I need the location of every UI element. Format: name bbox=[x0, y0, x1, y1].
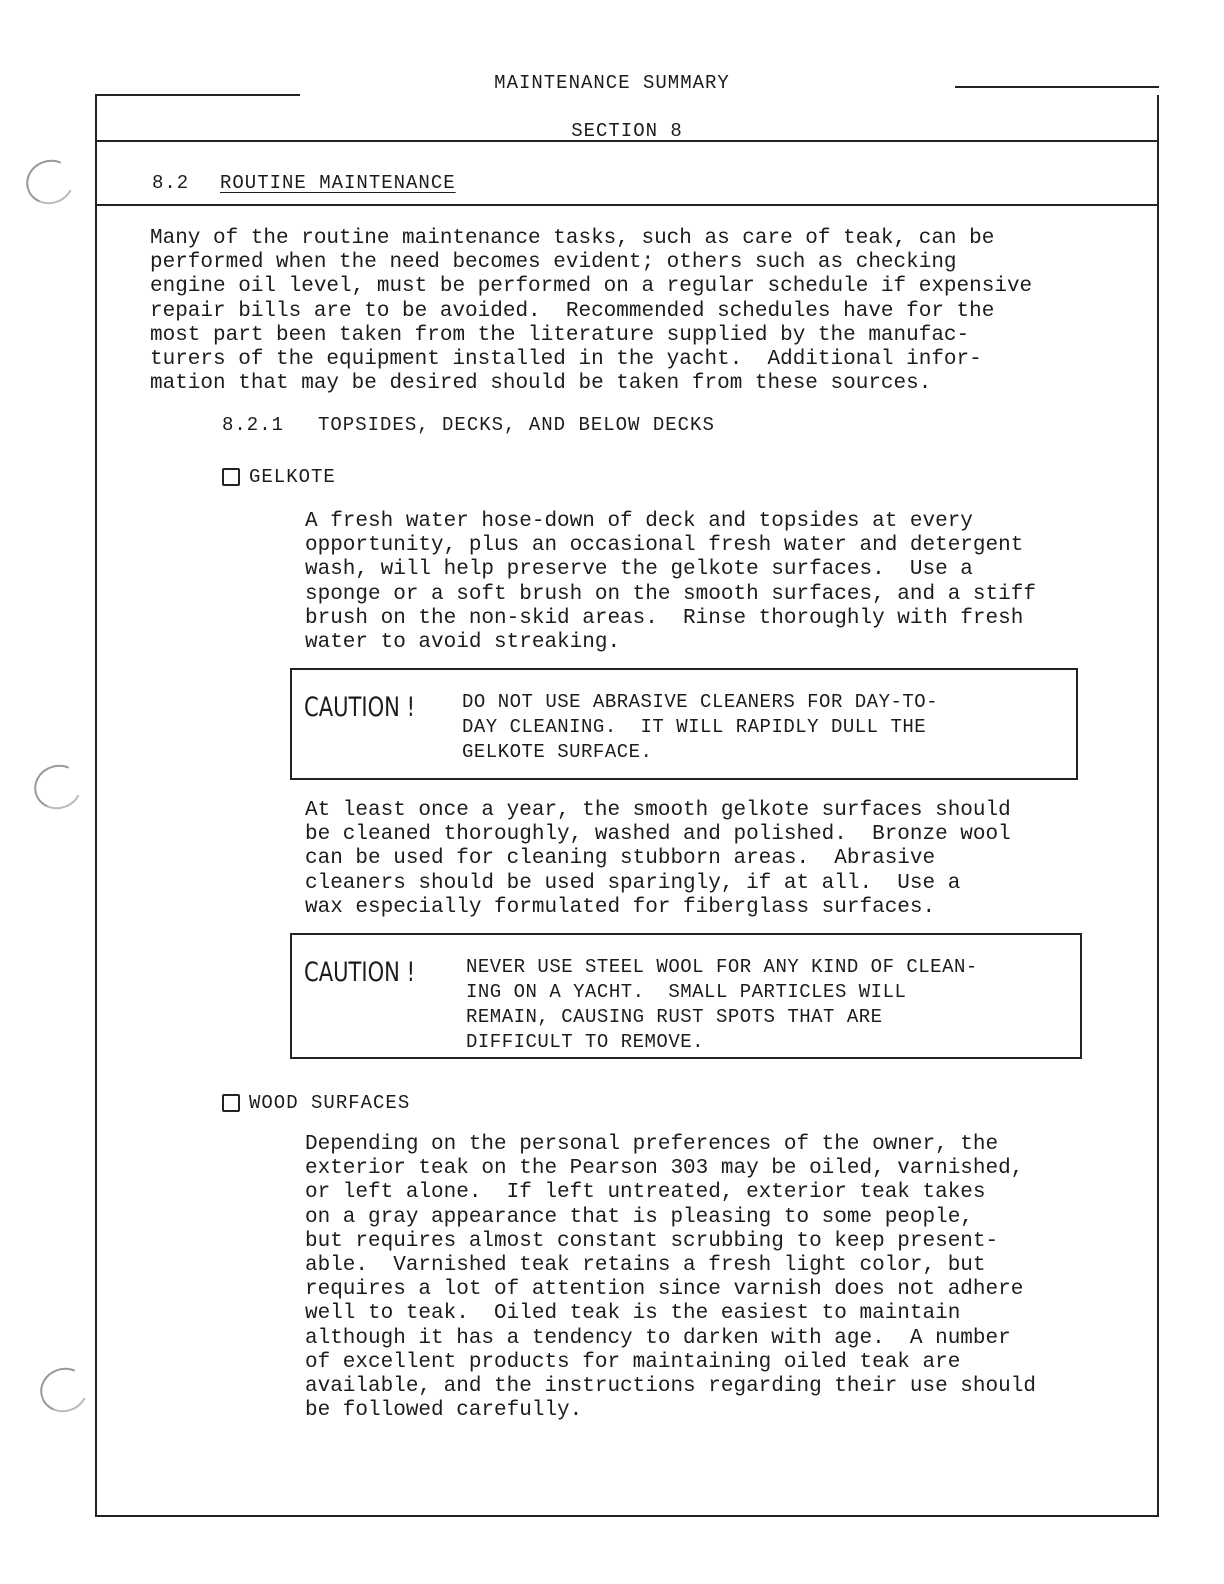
intro-line: engine oil level, must be performed on a regular schedule if expensive bbox=[150, 275, 1033, 299]
running-title: MAINTENANCE SUMMARY bbox=[494, 72, 730, 94]
gelkote-line: brush on the non-skid areas. Rinse thoroughly with fresh bbox=[305, 606, 1024, 630]
gelkote-line: wax especially formulated for fiberglass surfaces. bbox=[305, 895, 936, 919]
gelkote-line: be cleaned thoroughly, washed and polished. Bronze wool bbox=[305, 823, 1011, 847]
caution-line: DAY CLEANING. IT WILL RAPIDLY DULL THE bbox=[462, 716, 927, 738]
caution-label: CAUTION ! bbox=[304, 692, 416, 723]
punch-hole-bottom bbox=[34, 1361, 94, 1419]
intro-line: turers of the equipment installed in the yacht. Additional infor- bbox=[150, 348, 982, 372]
gelkote-line: A fresh water hose-down of deck and topsides at every bbox=[305, 510, 973, 533]
caution-line: NEVER USE STEEL WOOL FOR ANY KIND OF CLEAN- bbox=[466, 956, 978, 978]
caution-line: ING ON A YACHT. SMALL PARTICLES WILL bbox=[466, 981, 907, 1003]
punch-hole-middle bbox=[28, 758, 88, 816]
gelkote-line: opportunity, plus an occasional fresh water and detergent bbox=[305, 534, 1024, 558]
wood-line: requires a lot of attention since varnish does not adhere bbox=[305, 1278, 1024, 1302]
caution-line: DIFFICULT TO REMOVE. bbox=[466, 1031, 705, 1053]
wood-heading-label: WOOD SURFACES bbox=[249, 1092, 411, 1114]
caution-text bbox=[462, 690, 938, 765]
wood-line: of excellent products for maintaining oiled teak are bbox=[305, 1350, 961, 1374]
wood-paragraph bbox=[305, 1133, 1036, 1423]
section-title: ROUTINE MAINTENANCE bbox=[220, 172, 456, 194]
wood-checkbox[interactable] bbox=[222, 1094, 240, 1112]
gelkote-paragraph-2 bbox=[305, 799, 1011, 920]
wood-line: although it has a tendency to darken with age. A number bbox=[305, 1326, 1011, 1350]
wood-line: able. Varnished teak retains a fresh light color, but bbox=[305, 1254, 986, 1278]
gelkote-line: wash, will help preserve the gelkote surfaces. Use a bbox=[305, 558, 973, 582]
gelkote-line: cleaners should be used sparingly, if at all. Use a bbox=[305, 871, 961, 895]
section-label: SECTION 8 bbox=[571, 120, 683, 142]
wood-line: exterior teak on the Pearson 303 may be oiled, varnished, bbox=[305, 1157, 1024, 1181]
section-rule-2 bbox=[95, 204, 1159, 206]
wood-line: available, and the instructions regarding their use should bbox=[305, 1375, 1036, 1399]
caution-box-steel-wool bbox=[290, 933, 1082, 1059]
wood-line: but requires almost constant scrubbing to keep present- bbox=[305, 1229, 999, 1253]
caution-line: DO NOT USE ABRASIVE CLEANERS FOR DAY-TO- bbox=[462, 691, 939, 713]
gelkote-paragraph-1 bbox=[305, 510, 1036, 655]
caution-text bbox=[466, 955, 978, 1055]
section-number: 8.2 bbox=[152, 172, 190, 194]
wood-heading bbox=[222, 1092, 410, 1114]
wood-line: or left alone. If left untreated, exterior teak takes bbox=[305, 1181, 986, 1205]
intro-line: Many of the routine maintenance tasks, such as care of teak, can be bbox=[150, 227, 995, 250]
intro-paragraph bbox=[150, 227, 1032, 396]
wood-line: well to teak. Oiled teak is the easiest to maintain bbox=[305, 1302, 961, 1326]
wood-line: on a gray appearance that is pleasing to some people, bbox=[305, 1205, 973, 1229]
wood-line: be followed carefully. bbox=[305, 1399, 583, 1423]
caution-line: GELKOTE SURFACE. bbox=[462, 741, 653, 763]
wood-line: Depending on the personal preferences of the owner, the bbox=[305, 1133, 999, 1156]
intro-line: performed when the need becomes evident; others such as checking bbox=[150, 251, 957, 275]
gelkote-line: sponge or a soft brush on the smooth surfaces, and a stiff bbox=[305, 582, 1036, 606]
caution-box-abrasive bbox=[290, 668, 1078, 780]
subsection-number: 8.2.1 bbox=[222, 414, 285, 436]
caution-label: CAUTION ! bbox=[304, 957, 416, 988]
gelkote-checkbox[interactable] bbox=[222, 468, 240, 486]
gelkote-heading bbox=[222, 466, 336, 488]
section-heading bbox=[152, 172, 456, 194]
subsection-heading bbox=[222, 414, 715, 436]
intro-line: mation that may be desired should be taken from these sources. bbox=[150, 372, 932, 396]
caution-line: REMAIN, CAUSING RUST SPOTS THAT ARE bbox=[466, 1006, 883, 1028]
gelkote-line: At least once a year, the smooth gelkote surfaces should bbox=[305, 799, 1011, 822]
punch-hole-top bbox=[20, 153, 80, 211]
intro-line: most part been taken from the literature supplied by the manufac- bbox=[150, 323, 970, 347]
intro-line: repair bills are to be avoided. Recommended schedules have for the bbox=[150, 299, 995, 323]
subsection-title: TOPSIDES, DECKS, AND BELOW DECKS bbox=[318, 414, 715, 436]
gelkote-line: can be used for cleaning stubborn areas. Abrasive bbox=[305, 847, 936, 871]
gelkote-heading-label: GELKOTE bbox=[249, 466, 336, 488]
gelkote-line: water to avoid streaking. bbox=[305, 631, 621, 655]
